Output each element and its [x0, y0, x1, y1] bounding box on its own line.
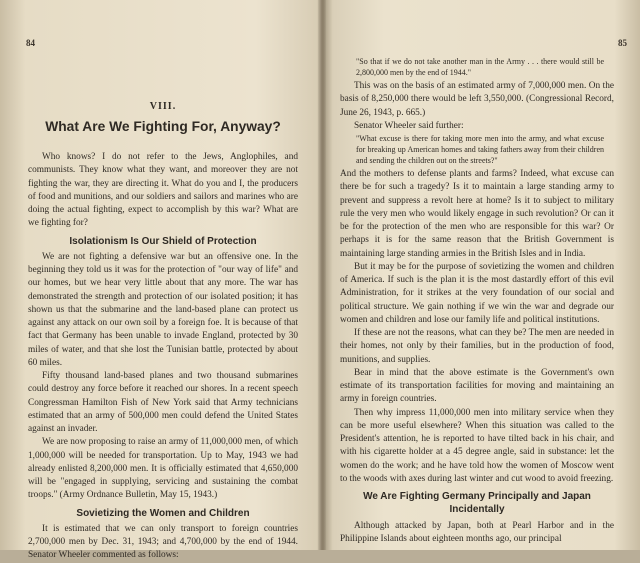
left-page-body [28, 151, 298, 563]
wheeler-quote-1: "So that if we do not take another man in the Army . . . there would still be 2,800,000 men by the end of 1944." [356, 57, 604, 77]
wheeler-quote-2: "What excuse is there for taking more men into the army, and what excuse for breaking up American homes and taking fathers away from their children and sending the children out on the streets?" [356, 134, 604, 165]
chapter-title: What Are We Fighting For, Anyway? [45, 119, 281, 134]
page-number-left: 84 [26, 38, 35, 48]
isolationism-paragraph-2: Fifty thousand land-based planes and two thousand submarines could destroy any force before it reached our shores. In a recent speech Congressman Hamilton Fish of New York said that Army technicians estimated that an army of 500,000 men could defend the United States against an invader. [28, 371, 298, 434]
estimate-paragraph: This was on the basis of an estimated army of 7,000,000 men. On the basis of 8,250,000 there would be left 3,550,000. (Congressional Record, June 26, 1943, p. 665.) [340, 81, 614, 118]
president-paragraph: Then why impress 11,000,000 men into military service when they can be more useful elsewhere? When this situation was called to the President's attention, he is reported to have tilted back in his chair, and with his cigarette holder at a 45 degree angle, said in substance: let the women do the work; and he have told how the women of Moscow went to the woods with axes during last winter and cut wood to avoid freezing. [340, 407, 614, 484]
left-page [0, 0, 320, 561]
japan-paragraph: Although attacked by Japan, both at Pearl Harbor and in the Philippine Islands about eighteen months ago, our principal [340, 520, 614, 544]
government-estimate-paragraph: Bear in mind that the above estimate is the Government's own estimate of its transportation facilities for moving and maintaining an army in foreign countries. [340, 367, 614, 405]
right-page-body [340, 56, 614, 546]
isolationism-paragraph-1: We are not fighting a defensive war but an offensive one. In the beginning they told us it was for the protection of "our way of life" and our homes, but we hear very little about that any more. The war has demonstrated the strength and protection of our isolated position; it has shown us that the submarine and the land-based plane can protect us against any attack on our own soil by a foreign foe. It is because of that fact that Germany has been unable to invade England, protected by 30 miles of water, and that she lost the Tunisian battle, protected by about 60 miles. [28, 251, 298, 368]
mothers-paragraph: And the mothers to defense plants and farms? Indeed, what excuse can there be for such a tragedy? Is it to maintain a large standing army to prevent and suppress a revolt here at home? Is it to subject to military rule the very men who would likely engage in such revolution? Or can it be for the protection of the men who are responsible for this war? Or perhaps it is for the same reason that the British Government is maintaining large standing armies in the British Isles and in India. [340, 169, 614, 259]
section-heading-isolationism: Isolationism Is Our Shield of Protection [69, 235, 257, 247]
isolationism-paragraph-3: We are now proposing to raise an army of 11,000,000 men, of which 1,000,000 will be needed for transportation. Up to May, 1943 we had already enlisted 8,200,000 men. It is officially estimated that 4,650,000 will be "engaged in supplying, servicing and sustaining the combat troops." (Army Ordnance Bulletin, May 15, 1943.) [28, 437, 298, 501]
intro-paragraph: Who knows? I do not refer to the Jews, Anglophiles, and communists. They know what they want, and moreover they are not fighting the war, they are directing it. What do you and I, the producers of food and munitions, and our soldiers and sailors and marines who are doing the actual fighting, expect to accomplish by this war? What are we fighting for? [28, 152, 298, 229]
sovietizing-paragraph-1: It is estimated that we can only transport to foreign countries 2,700,000 men by Dec. 31, 1943; and 4,700,000 by the end of 1944. Senator Wheeler commented as follows: [28, 523, 298, 561]
sovietizing-purpose-paragraph: But it may be for the purpose of sovietizing the women and children of America. If such is the plan it is the most dastardly effort of this evil Administration, for it strikes at the very foundation of our social and political structure. We gain nothing if we win the war and degrade our women and children and lose our family life and political institutions. [340, 261, 614, 325]
section-heading-germany-japan: We Are Fighting Germany Principally and Japan Incidentally [363, 491, 591, 516]
right-page [326, 0, 640, 550]
chapter-number: VIII. [149, 101, 177, 112]
wheeler-further-paragraph: Senator Wheeler said further: [354, 120, 464, 131]
section-heading-sovietizing: Sovietizing the Women and Children [76, 507, 250, 519]
reasons-paragraph: If these are not the reasons, what can they be? The men are needed in their homes, not only by their families, but in the production of food, munitions, and supplies. [340, 328, 614, 365]
page-number-right: 85 [618, 38, 627, 48]
